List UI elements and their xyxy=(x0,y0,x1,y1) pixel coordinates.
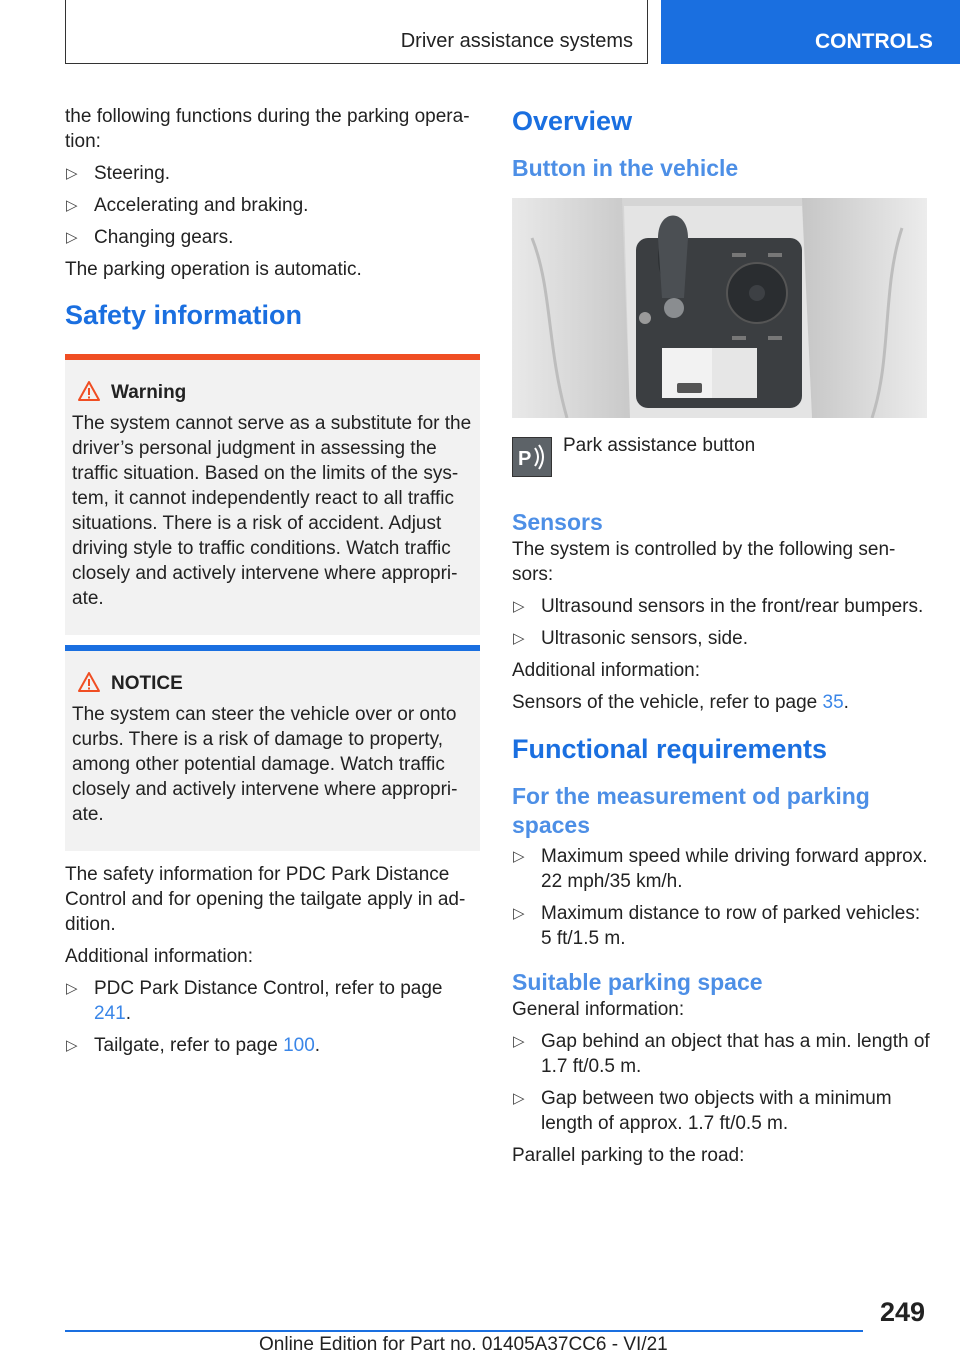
warning-box xyxy=(65,354,480,635)
suitable-space-heading: Suitable parking space xyxy=(512,969,763,995)
list-item: ▷ Gap behind an object that has a min. length of 1.7 ft/0.5 m. xyxy=(513,1031,930,1077)
svg-text:P: P xyxy=(518,448,532,470)
header-chapter-tab xyxy=(661,0,960,64)
warning-text: The system cannot serve as a substitute for the driver’s personal judgment in assessing the traffic situation. Based on the limits of the sys-tem, it cannot independently react to all traffic situations. There is a risk of accident. Adjust driving style to traffic conditions. Watch traffic closely and actively intervene where appropri-ate. xyxy=(72,413,472,609)
page-link-241[interactable]: 241 xyxy=(94,1003,126,1024)
bullet-triangle-icon: ▷ xyxy=(66,165,78,182)
safety-heading: Safety information xyxy=(65,300,303,330)
page-link-35[interactable]: 35 xyxy=(822,692,844,713)
bullet-triangle-icon: ▷ xyxy=(513,848,525,865)
safety-info-text: The safety information for PDC Park Distance Control and for opening the tailgate apply in ad-dition. xyxy=(65,864,466,935)
list-item: ▷ Ultrasonic sensors, side. xyxy=(513,628,748,649)
list-item: ▷ Maximum speed while driving forward approx. 22 mph/35 km/h. xyxy=(513,846,928,892)
bullet-triangle-icon: ▷ xyxy=(513,905,525,922)
page-link-100[interactable]: 100 xyxy=(283,1035,315,1056)
sensors-heading: Sensors xyxy=(512,509,603,535)
functional-requirements-heading: Functional requirements xyxy=(512,734,828,764)
park-assist-label: Park assistance button xyxy=(563,435,756,456)
left-column xyxy=(65,104,480,1065)
list-item: ▷ Changing gears. xyxy=(66,227,234,248)
bullet-triangle-icon: ▷ xyxy=(513,598,525,615)
notice-triangle-icon xyxy=(77,671,101,693)
parallel-label: Parallel parking to the road: xyxy=(512,1145,745,1166)
list-item: ▷ Accelerating and braking. xyxy=(66,195,309,216)
measurement-heading: For the measurement od parking spaces xyxy=(512,783,870,838)
warning-title: Warning xyxy=(72,380,474,405)
additional-label: Additional information: xyxy=(65,946,253,967)
list-item: ▷ Gap between two objects with a minimum length of approx. 1.7 ft/0.5 m. xyxy=(513,1088,892,1134)
list-item: ▷ Steering. xyxy=(66,163,171,184)
list-item: ▷ Maximum distance to row of parked vehicles: 5 ft/1.5 m. xyxy=(513,903,921,949)
header-chapter-title: CONTROLS xyxy=(815,30,933,53)
page-number: 249 xyxy=(880,1297,926,1327)
bullet-triangle-icon: ▷ xyxy=(513,630,525,647)
list-item: ▷ PDC Park Distance Control, refer to page 241. xyxy=(66,978,443,1024)
notice-title: NOTICE xyxy=(72,671,474,696)
warning-triangle-icon xyxy=(77,380,101,402)
automatic-text: The parking operation is automatic. xyxy=(65,259,362,280)
header-section-tab xyxy=(65,0,648,64)
header-section-title: Driver assistance systems xyxy=(400,30,633,52)
bullet-triangle-icon: ▷ xyxy=(513,1090,525,1107)
general-label: General information: xyxy=(512,999,685,1020)
overview-heading: Overview xyxy=(512,106,633,136)
park-assist-button-icon xyxy=(512,437,552,477)
park-assist-caption xyxy=(512,433,930,499)
notice-box xyxy=(65,645,480,851)
sensors-ref: Sensors of the vehicle, refer to page 35. xyxy=(512,692,849,713)
footer-divider xyxy=(65,1330,863,1332)
button-heading: Button in the vehicle xyxy=(512,155,739,181)
right-column xyxy=(512,104,930,1175)
bullet-triangle-icon: ▷ xyxy=(66,1037,78,1054)
notice-text: The system can steer the vehicle over or onto curbs. There is a risk of damage to property, among other potential damage. Watch traffic closely and actively intervene where appropri-ate. xyxy=(72,704,458,825)
bullet-triangle-icon: ▷ xyxy=(513,1033,525,1050)
list-item: ▷ Ultrasound sensors in the front/rear bumpers. xyxy=(513,596,924,617)
bullet-triangle-icon: ▷ xyxy=(66,229,78,246)
bullet-triangle-icon: ▷ xyxy=(66,980,78,997)
intro-text: the following functions during the parking opera-tion: xyxy=(65,106,470,152)
bullet-triangle-icon: ▷ xyxy=(66,197,78,214)
sensors-text: The system is controlled by the following sen-sors: xyxy=(512,539,896,585)
edition-text: Online Edition for Part no. 01405A37CC6 - VI/21 xyxy=(259,1334,668,1355)
center-console-photo xyxy=(512,198,927,418)
list-item: ▷ Tailgate, refer to page 100. xyxy=(66,1035,321,1056)
additional-label: Additional information: xyxy=(512,660,700,681)
